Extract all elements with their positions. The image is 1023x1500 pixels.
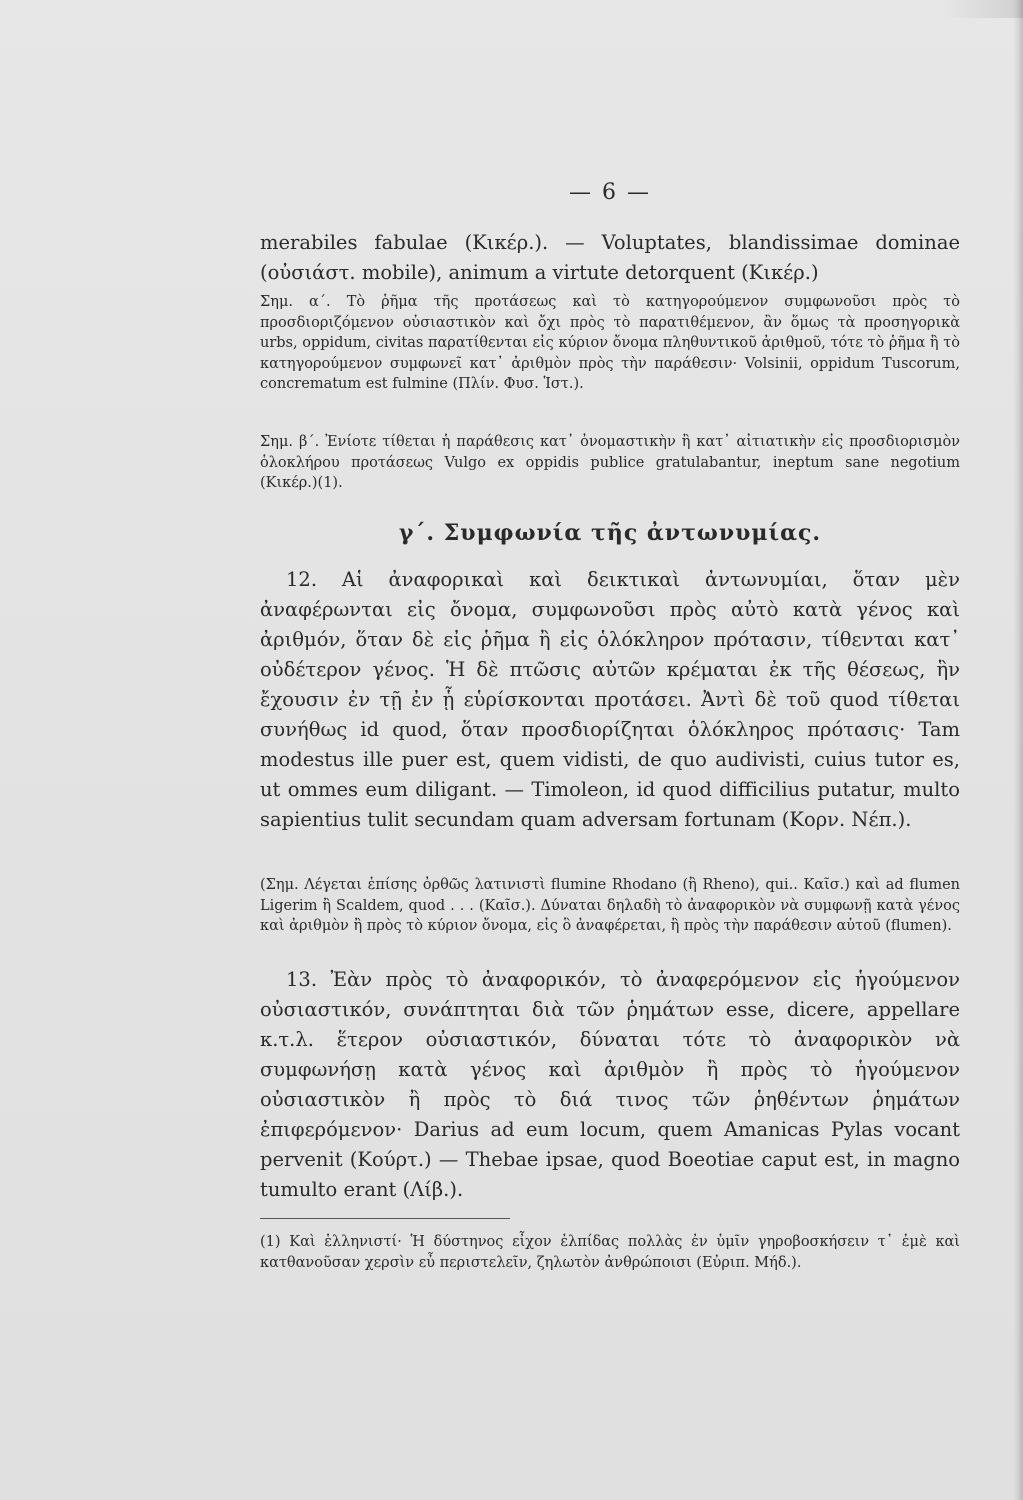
paragraph-continuation: merabiles fabulae (Κικέρ.). — Voluptates, blandissimae dominae (οὐσιάστ. mobile), animum a virtute detorquent (Κικέρ.) bbox=[260, 231, 960, 284]
footnote-divider bbox=[260, 1218, 510, 1219]
paragraph-13-text: 13. Ἐὰν πρὸς τὸ ἀναφορικόν, τὸ ἀναφερόμενον εἰς ἡγούμενον οὐσιαστικόν, συνάπτηται διὰ τῶν ῥημάτων esse, dicere, appellare κ.τ.λ. ἕτερον οὐσιαστικόν, δύναται τότε τὸ ἀναφορικὸν νὰ συμφωνήσῃ κατὰ γένος καὶ ἀριθμὸν ἢ πρὸς τὸ ἡγούμενον οὐσιαστικὸν ἢ πρὸς τὸ διά τινος τῶν ῥηθέντων ῥημάτων ἐπιφερόμενον· Darius ad eum locum, quem Amanicas Pylas vocant pervenit (Κούρτ.) — Thebae ipsae, quod Boeotiae caput est, in magno tumulto erant (Λίβ.). bbox=[260, 968, 960, 1201]
paragraph-12-text: 12. Αἱ ἀναφορικαὶ καὶ δεικτικαὶ ἀντωνυμίαι, ὅταν μὲν ἀναφέρωνται εἰς ὄνομα, συμφωνοῦσι πρὸς αὐτὸ κατὰ γένος καὶ ἀριθμόν, ὅταν δὲ εἰς ῥῆμα ἢ εἰς ὁλόκληρον πρότασιν, τίθενται κατ᾽ οὐδέτερον γένος. Ἡ δὲ πτῶσις αὐτῶν κρέμαται ἐκ τῆς θέσεως, ἣν ἔχουσιν ἐν τῇ ἐν ᾗ εὑρίσκονται προτάσει. Ἀντὶ δὲ τοῦ quod τίθεται συνήθως id quod, ὅταν προσδιορίζηται ὁλόκληρος πρότασις· Tam modestus ille puer est, quem vidisti, de quo audivisti, cuius tutor es, ut ommes eum diligant. — Timoleon, id quod difficilius putatur, multo sapientius tulit secundam quam adversam fortunam (Κορν. Νέπ.). bbox=[260, 568, 960, 831]
page-edge-shadow-top bbox=[943, 0, 1023, 18]
paragraph-12 bbox=[260, 565, 960, 835]
page-edge-shadow-right bbox=[1013, 0, 1023, 1500]
note-alpha: Σημ. α΄. Τὸ ῥῆμα τῆς προτάσεως καὶ τὸ κατηγορούμενον συμφωνοῦσι πρὸς τὸ προσδιοριζόμενον οὐσιαστικὸν καὶ ὄχι πρὸς τὸ παρατιθέμενον, ἂν ὅμως τὰ προσηγορικὰ urbs, oppidum, civitas παρατίθενται εἰς κύριον ὄνομα πληθυντικοῦ ἀριθμοῦ, τότε τὸ ῥῆμα ἢ τὸ κατηγορούμενον συμφωνεῖ κατ᾽ ἀριθμὸν πρὸς τὴν παράθεσιν· Volsinii, oppidum Tuscorum, concrematum est fulmine (Πλίν. Φυσ. Ἱστ.). bbox=[260, 294, 960, 392]
paragraph-13 bbox=[260, 965, 960, 1205]
note-12: (Σημ. Λέγεται ἐπίσης ὀρθῶς λατινιστὶ flumine Rhodano (ἢ Rheno), qui.. Καῖσ.) καὶ ad flumen Ligerim ἢ Scaldem, quod . . . (Καῖσ.). Δύναται δηλαδὴ τὸ ἀναφορικὸν νὰ συμφωνῇ κατὰ γένος καὶ ἀριθμὸν ἢ πρὸς τὸ κύριον ὄνομα, εἰς ὃ ἀναφέρεται, ἢ πρὸς τὴν παράθεσιν αὐτοῦ (flumen). bbox=[260, 877, 960, 934]
note-beta: Σημ. β΄. Ἐνίοτε τίθεται ἡ παράθεσις κατ᾽ ὀνομαστικὴν ἢ κατ᾽ αἰτιατικὴν εἰς προσδιορισμὸν ὁλοκλήρου προτάσεως Vulgo ex oppidis publice gratulabantur, ineptum sane negotium (Κικέρ.)(1). bbox=[260, 434, 960, 491]
section-heading: γ΄. Συμφωνία τῆς ἀντωνυμίας. bbox=[398, 520, 822, 546]
page-number: — 6 — bbox=[569, 180, 651, 205]
footnote: (1) Καὶ ἑλληνιστί· Ἡ δύστηνος εἶχον ἐλπίδας πολλὰς ἐν ὑμῖν γηροβοσκήσειν τ᾽ ἐμὲ καὶ κατθανοῦσαν χερσὶν εὖ περιστελεῖν, ζηλωτὸν ἀνθρώποισι (Εὐριπ. Μήδ.). bbox=[260, 1234, 960, 1271]
